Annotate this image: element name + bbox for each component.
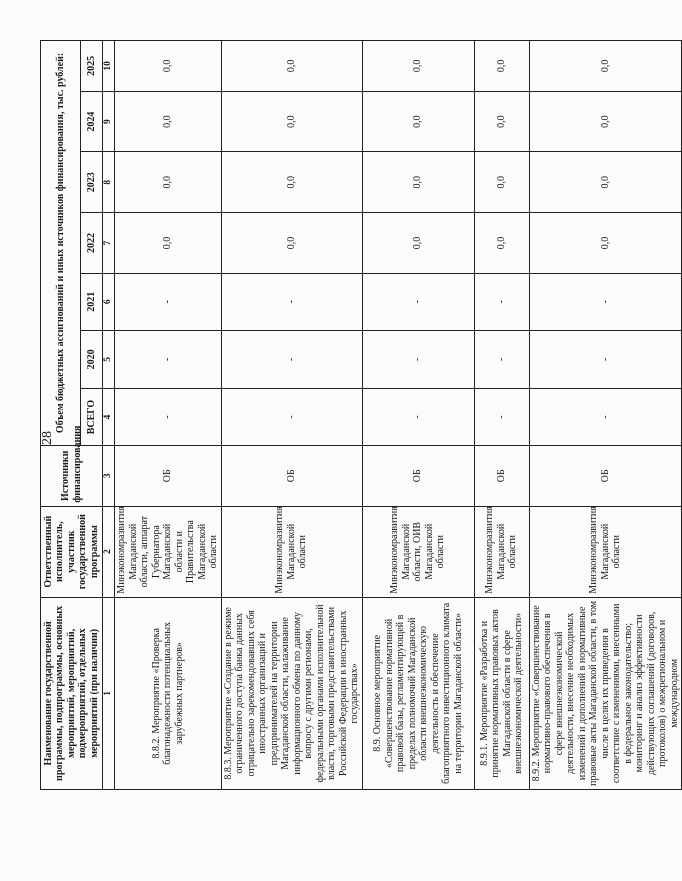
column-number: 8	[103, 152, 115, 213]
header-source: Источники финансирования	[41, 445, 103, 506]
value-total: -	[221, 389, 362, 446]
value-2023: 0,0	[529, 152, 682, 213]
column-number: 5	[103, 330, 115, 389]
funding-source: ОБ	[221, 445, 362, 506]
value-2022: 0,0	[221, 213, 362, 274]
executor: Минэкономразвития Магаданской области, ОИВ Магаданской области	[362, 506, 474, 597]
column-number: 10	[103, 41, 115, 92]
value-2020: -	[362, 330, 474, 389]
executor: Минэкономразвития Магаданской области	[529, 506, 682, 597]
column-number: 4	[103, 389, 115, 446]
funding-source: ОБ	[115, 445, 222, 506]
value-2020: -	[529, 330, 682, 389]
value-2021: -	[362, 273, 474, 330]
table-row	[362, 41, 474, 790]
value-2024: 0,0	[221, 91, 362, 152]
activity-name: 8.9.1. Мероприятие «Разработка и принятие нормативных правовых актов Магаданской области в сфере внешнеэкономической деятельности»	[474, 597, 529, 789]
page-number: 28	[40, 431, 55, 445]
executor: Минэкономразвития Магаданской области	[221, 506, 362, 597]
value-2020: -	[221, 330, 362, 389]
executor: Минэкономразвития Магаданской области, аппарат Губернатора Магаданской области и Правительства Магаданской области	[115, 506, 222, 597]
header-year-2022: 2022	[81, 213, 103, 274]
value-2024: 0,0	[362, 91, 474, 152]
column-number: 3	[103, 445, 115, 506]
header-year-2024: 2024	[81, 91, 103, 152]
header-year-2025: 2025	[81, 41, 103, 92]
value-2024: 0,0	[115, 91, 222, 152]
header-year-2020: 2020	[81, 330, 103, 389]
activity-name: 8.8.3. Мероприятие «Создание в режиме ограниченного доступа банка данных отрицательно зарекомендовавших себя иностранных организаций и предпринимателей на территории Магаданской области, налаживание информационного обмена по данному вопросу с другими регионами, федеральными органами исполнительной власти, торговыми представительствами Российской Федерации в иностранных государствах»	[221, 597, 362, 789]
table-row	[115, 41, 222, 790]
funding-source: ОБ	[362, 445, 474, 506]
value-total: -	[529, 389, 682, 446]
value-2025: 0,0	[362, 41, 474, 92]
header-name: Наименование государственной программы, подпрограммы, основных мероприятий, мероприятий, подмероприятий, отдельных мероприятий (при наличии)	[41, 597, 103, 789]
column-number: 2	[103, 506, 115, 597]
table-row	[529, 41, 682, 790]
value-total: -	[115, 389, 222, 446]
value-2020: -	[474, 330, 529, 389]
value-2021: -	[474, 273, 529, 330]
value-2021: -	[529, 273, 682, 330]
value-2022: 0,0	[474, 213, 529, 274]
header-year-2023: 2023	[81, 152, 103, 213]
funding-table	[40, 40, 682, 790]
column-number: 9	[103, 91, 115, 152]
funding-source: ОБ	[474, 445, 529, 506]
value-2023: 0,0	[474, 152, 529, 213]
value-2021: -	[221, 273, 362, 330]
activity-name: 8.8.2. Мероприятие «Проверка благонадежности потенциальных зарубежных партнеров»	[115, 597, 222, 789]
header-funding: Объем бюджетных ассигнований и иных источников финансирования, тыс. рублей:	[41, 41, 81, 446]
table-row	[221, 41, 362, 790]
value-2025: 0,0	[529, 41, 682, 92]
value-total: -	[362, 389, 474, 446]
value-2023: 0,0	[115, 152, 222, 213]
value-2025: 0,0	[221, 41, 362, 92]
value-2024: 0,0	[474, 91, 529, 152]
value-2022: 0,0	[529, 213, 682, 274]
activity-name: 8.9. Основное мероприятие «Совершенствование нормативной правовой базы, регламентирующей в пределах полномочий Магаданской области внешнеэкономическую деятельность и обеспечение благоприятного инвестиционного климата на территории Магаданской области»	[362, 597, 474, 789]
activity-name: 8.9.2. Мероприятие «Совершенствование нормативно-правового обеспечения в сфере внешнеэкономической деятельности, внесение необходимых изменений и дополнений в нормативные правовые акты Магаданской области, в том числе в целях их приведения в соответствие с изменениями, внесенными в федеральное законодательство; мониторинг и анализ эффективности действующих соглашений (договоров, протоколов) о межрегиональном и международном	[529, 597, 682, 789]
column-number: 6	[103, 273, 115, 330]
value-2025: 0,0	[115, 41, 222, 92]
value-2021: -	[115, 273, 222, 330]
header-year-total: ВСЕГО	[81, 389, 103, 446]
executor: Минэкономразвития Магаданской области	[474, 506, 529, 597]
column-number: 7	[103, 213, 115, 274]
value-2022: 0,0	[362, 213, 474, 274]
value-2025: 0,0	[474, 41, 529, 92]
value-2022: 0,0	[115, 213, 222, 274]
value-2023: 0,0	[362, 152, 474, 213]
table-row	[474, 41, 529, 790]
document-sheet	[40, 40, 680, 790]
value-total: -	[474, 389, 529, 446]
value-2023: 0,0	[221, 152, 362, 213]
value-2020: -	[115, 330, 222, 389]
header-year-2021: 2021	[81, 273, 103, 330]
column-number: 1	[103, 597, 115, 789]
funding-source: ОБ	[529, 445, 682, 506]
value-2024: 0,0	[529, 91, 682, 152]
header-executor: Ответственный исполнитель, участник государственной программы	[41, 506, 103, 597]
